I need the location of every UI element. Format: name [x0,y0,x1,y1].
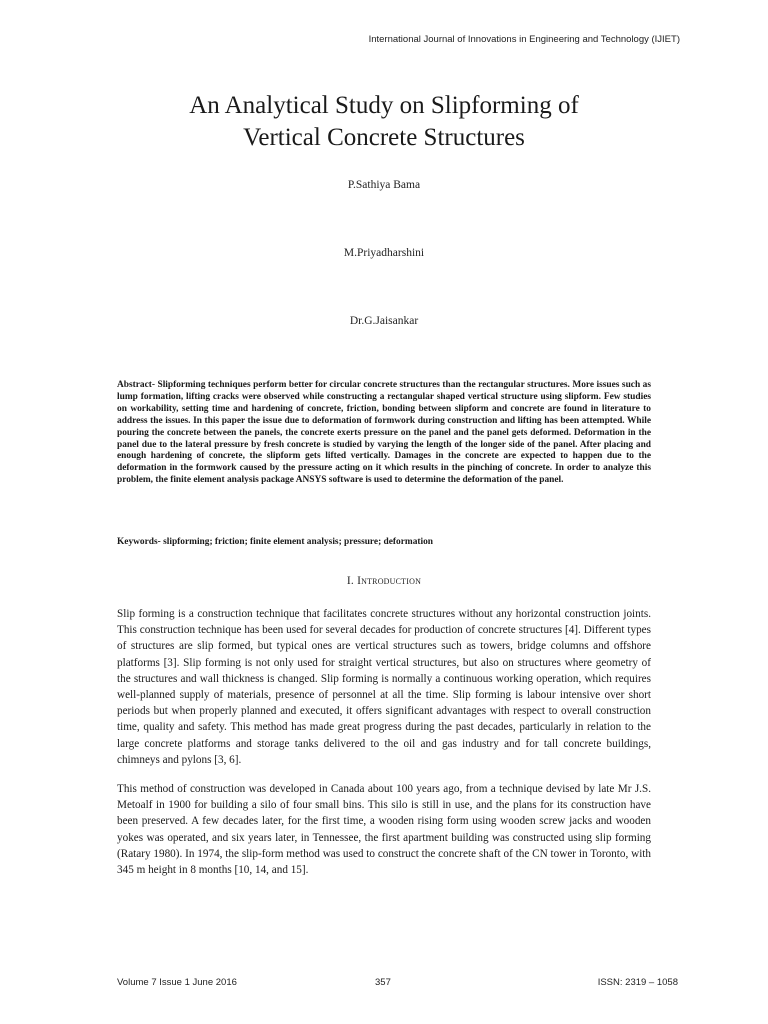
section-number: I. [346,575,354,587]
author-2: M.Priyadharshini [343,247,425,259]
paper-title-line-1: An Analytical Study on Slipforming of [189,92,579,119]
section-heading-introduction [0,575,768,587]
intro-paragraph-1: Slip forming is a construction technique that facilitates concrete structures without any horizontal construction joints. This construction technique has been used for several decades for production of concrete structures [4]. Different types of structures are slip formed, but typical ones are vertical structures such as towers, bridge columns and offshore platforms [3]. Slip forming is not only used for straight vertical structures, but also on structures where geometry of the structures and wall thickness is changed. Slip forming is normally a continuous working operation, which requires well-planned supply of materials, presence of personnel at all the time. Slip forming is labour intensive over short periods but when properly planned and executed, it offers significant advantages with respect to overall construction time, quality and safety. This method has made great progress during the past decades, particularly in relation to the large concrete platforms and storage tanks delivered to the oil and gas industry and for tall concrete buildings, chimneys and pylons [3, 6]. [117,608,651,766]
intro-paragraph-2: This method of construction was developed in Canada about 100 years ago, from a technique devised by late Mr J.S. Metoalf in 1900 for building a silo of four small bins. This silo is still in use, and the plans for its construction have been preserved. A few decades later, for the first time, a wooden rising form using wooden screw jacks and wooden yokes was operated, and six years later, in Tennessee, the first apartment building was constructed using slip forming (Ratary 1980). In 1974, the slip-form method was used to construct the concrete shaft of the CN tower in Toronto, with 345 m height in 8 months [10, 14, and 15]. [117,783,651,877]
paper-title-line-2: Vertical Concrete Structures [243,124,525,151]
abstract: Abstract- Slipforming techniques perform better for circular concrete structures than the rectangular structures. More issues such as lump formation, lifting cracks were observed while constructing a rectangular shaped vertical structure using slipform. Few studies on workability, setting time and hardening of concrete, friction, bonding between slipform and concrete are found in literature to address the issues. In this paper the issue due to deformation of formwork during construction and lifting has been attempted. While pouring the concrete between the panels, the concrete exerts pressure on the panel and the panel gets deformed. Deformation in the panel due to the lateral pressure by fresh concrete is studied by varying the length of the longer side of the panel. After placing and enough hardening of concrete, the slipform gets lifted vertically. Damages in the concrete are expected to happen due to the deformation in the formwork caused by the pressure acting on it which results in the pinching of concrete. In order to analyze this problem, the finite element analysis package ANSYS software is used to determine the deformation of the panel. [117,380,651,486]
author-3: Dr.G.Jaisankar [349,315,419,327]
section-title: Introduction [357,575,422,587]
paper-title [0,90,768,154]
footer-issn: ISSN: 2319 – 1058 [597,977,678,988]
author-1: P.Sathiya Bama [347,179,421,191]
footer-page-number: 357 [375,977,391,988]
keywords: Keywords- slipforming; friction; finite element analysis; pressure; deformation [117,537,434,547]
journal-header: International Journal of Innovations in Engineering and Technology (IJIET) [368,34,680,45]
footer-volume: Volume 7 Issue 1 June 2016 [117,977,237,988]
